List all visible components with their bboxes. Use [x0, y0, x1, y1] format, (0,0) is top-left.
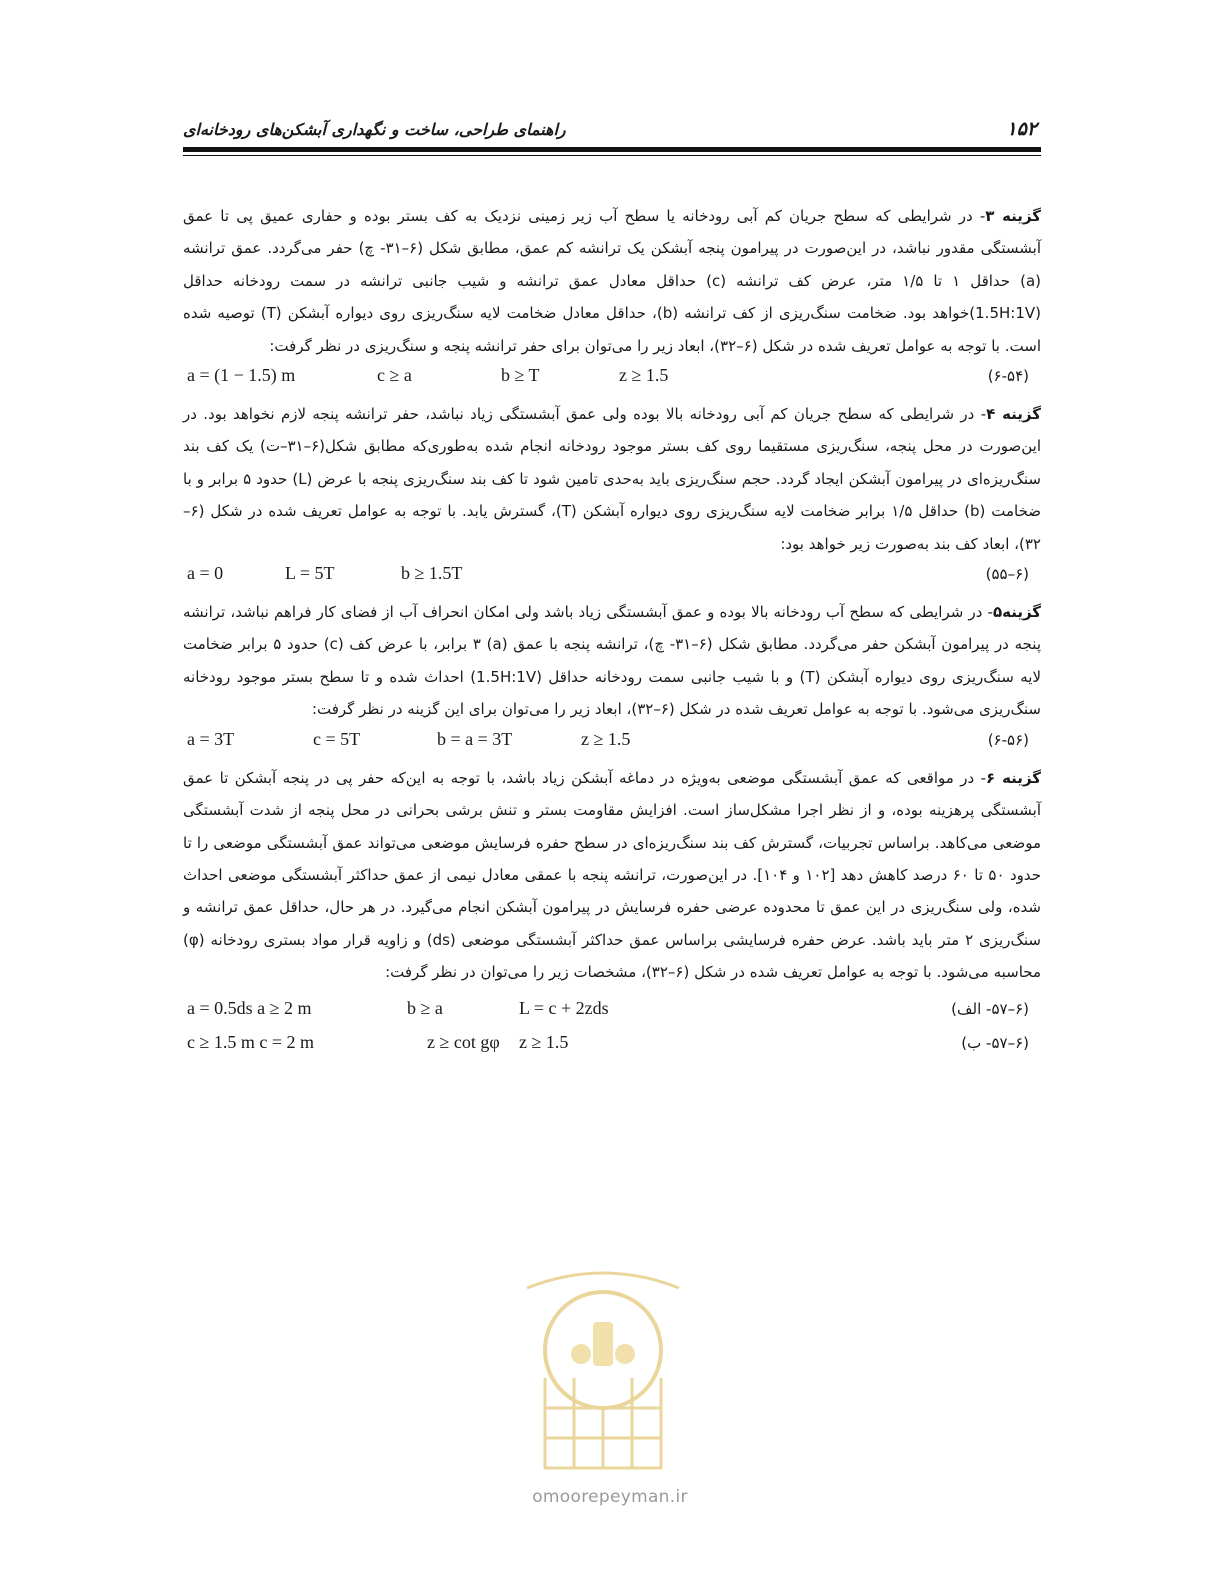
option-4-text: - در شرایطی که سطح جریان کم آبی رودخانه بالا بوده ولی عمق آبشستگی زیاد نباشد، حفر ترانشه پنجه لازم نخواهد بود. در این‌صورت در محل پنجه، سنگ‌ریزی مستقیما روی کف بستر موجود رودخانه انجام شده به‌طوری‌که مطابق شکل(۶–۳۱–ت) یک کف بند سنگ‌ریزه‌ای در پیرامون آبشکن ایجاد گردد. حجم سنگ‌ریزی باید به‌حدی تامین شود تا کف بند سنگ‌ریزی پنجه با عرض (L) حدود ۵ برابر و با ضخامت (b) حداقل ۱/۵ برابر ضخامت لایه سنگ‌ریزی روی دیواره آبشکن (T)، گسترش یابد. با توجه به عوامل تعریف شده در شکل (۶–۳۲)، ابعاد کف بند به‌صورت زیر خواهد بود:: [183, 405, 1042, 553]
running-title: راهنمای طراحی، ساخت و نگهداری آبشکن‌های رودخانه‌ای: [183, 120, 566, 139]
eq54-number: (۶-۵۴): [987, 367, 1029, 386]
equation-57b: [183, 1029, 1041, 1063]
header-rule-thick: [183, 147, 1041, 152]
eq54-term-2: c ≥ a: [377, 365, 412, 386]
option-5-text: - در شرایطی که سطح آب رودخانه بالا بوده و عمق آبشستگی زیاد باشد ولی امکان انحراف آب از فضای کار فراهم نباشد، ترانشه پنجه در پیرامون آبشکن حفر می‌گردد. مطابق شکل (۶–۳۱- چ)، ترانشه پنجه با عمق (a) ۳ برابر، با عرض کف (c) حدود ۵ برابر ضخامت لایه سنگ‌ریزی روی دیواره آبشکن (T) و با شیب جانبی سمت رودخانه حداقل (1.5H:1V) احداث شده و تا سطح بستر موجود رودخانه سنگ‌ریزی می‌شود. با توجه به عوامل تعریف شده در شکل (۶–۳۲)، ابعاد زیر را می‌توان برای این گزینه در نظر گرفت:: [183, 603, 1042, 719]
eq57a-term-1: a = 0.5ds a ≥ 2 m: [187, 997, 312, 1018]
eq57a-number: (۶–۵۷- الف): [951, 999, 1029, 1018]
eq56-term-4: z ≥ 1.5: [581, 728, 631, 749]
equation-57a: [183, 995, 1041, 1029]
eq56-number: (۶-۵۶): [987, 730, 1029, 749]
paragraph-option-6: [183, 762, 1041, 989]
option-5-label: گزینه۵: [992, 603, 1041, 622]
eq55-term-3: b ≥ 1.5T: [401, 563, 463, 584]
eq57b-term-2: z ≥ cot gφ: [427, 1031, 500, 1052]
header-rule-thin: [183, 155, 1041, 156]
eq56-term-1: a = 3T: [187, 728, 235, 749]
eq56-term-3: b = a = 3T: [437, 728, 513, 749]
equation-54: [183, 362, 1041, 398]
eq56-term-2: c = 5T: [313, 728, 361, 749]
eq57b-number: (۶–۵۷- ب): [961, 1033, 1029, 1052]
eq57a-term-3: L = c + 2zds: [519, 997, 609, 1018]
page-header: [183, 118, 1041, 146]
option-3-text: - در شرایطی که سطح جریان کم آبی رودخانه یا سطح آب زیر زمینی نزدیک به کف بستر بوده و حفاری عمیق پی تا عمق آبشستگی مقدور نباشد، در این‌صورت در پیرامون پنجه آبشکن یک ترانشه کم عمق، مطابق شکل (۶–۳۱- چ) حفر می‌گردد. عمق ترانشه (a) حداقل ۱ تا ۱/۵ متر، عرض کف ترانشه (c) حداقل معادل عمق ترانشه و شیب جانبی ترانشه در سمت رودخانه حداقل (1.5H:1V)خواهد بود. ضخامت سنگ‌ریزی از کف ترانشه (b)، حداقل معادل ضخامت لایه سنگ‌ریزی روی دیواره آبشکن (T) توصیه شده است. با توجه به عوامل تعریف شده در شکل (۶–۳۲)، ابعاد زیر را می‌توان برای حفر ترانشه پنجه و سنگ‌ریزی در نظر گرفت:: [183, 207, 1042, 355]
eq54-term-3: b ≥ T: [501, 365, 540, 386]
watermark-url: omoorepeyman.ir: [532, 1487, 688, 1507]
eq55-number: (۶–۵۵): [985, 565, 1029, 584]
option-6-text: - در مواقعی که عمق آبشستگی موضعی به‌ویژه در دماغه آبشکن زیاد باشد، با توجه به این‌که حفر پی در پنجه آبشکن تا عمق آبشستگی پرهزینه بوده، و از نظر اجرا مشکل‌ساز است. افزایش مقاومت بستر و تنش برشی بحرانی در محل پنجه از شدت آبشستگی موضعی می‌کاهد. براساس تجربیات، گسترش کف بند سنگ‌ریزه‌ای در سطح حفره فرسایش موضعی می‌تواند عمق آبشستگی موضعی را تا حدود ۵۰ تا ۶۰ درصد کاهش دهد [۱۰۲ و ۱۰۴]. در این‌صورت، ترانشه پنجه با عمقی معادل نیمی از عمق حداکثر آبشستگی موضعی احداث شده، ولی سنگ‌ریزی در این عمق تا محدوده عرضی حفره فرسایش در پیرامون آبشکن انجام می‌گیرد. در هر حال، حداقل عمق ترانشه و سنگ‌ریزی ۲ متر باید باشد. عرض حفره فرسایشی براساس عمق حداکثر آبشستگی موضعی (ds) و زاویه قرار مواد بستری رودخانه (φ) محاسبه می‌شود. با توجه به عوامل تعریف شده در شکل (۶–۳۲)، مشخصات زیر را می‌توان در نظر گرفت:: [183, 768, 1042, 982]
eq55-term-2: L = 5T: [285, 563, 335, 584]
eq55-term-1: a = 0: [187, 563, 224, 584]
equation-55: [183, 560, 1041, 596]
eq57b-term-1: c ≥ 1.5 m c = 2 m: [187, 1031, 315, 1052]
paragraph-option-5: [183, 596, 1041, 726]
eq54-term-4: z ≥ 1.5: [619, 365, 669, 386]
page-number: ۱۵۲: [1006, 118, 1037, 140]
paragraph-option-4: [183, 398, 1041, 560]
eq54-term-1: a = (1 − 1.5) m: [187, 365, 296, 386]
equation-56: [183, 726, 1041, 762]
eq57a-term-2: b ≥ a: [407, 997, 443, 1018]
eq57b-term-3: z ≥ 1.5: [519, 1031, 569, 1052]
option-6-label: گزینه ۶: [986, 768, 1041, 787]
paragraph-option-3: [183, 200, 1041, 362]
option-4-label: گزینه ۴: [986, 405, 1041, 424]
page-body: [183, 200, 1041, 1063]
option-3-label: گزینه ۳: [985, 207, 1041, 225]
watermark-logo: [497, 1258, 709, 1478]
